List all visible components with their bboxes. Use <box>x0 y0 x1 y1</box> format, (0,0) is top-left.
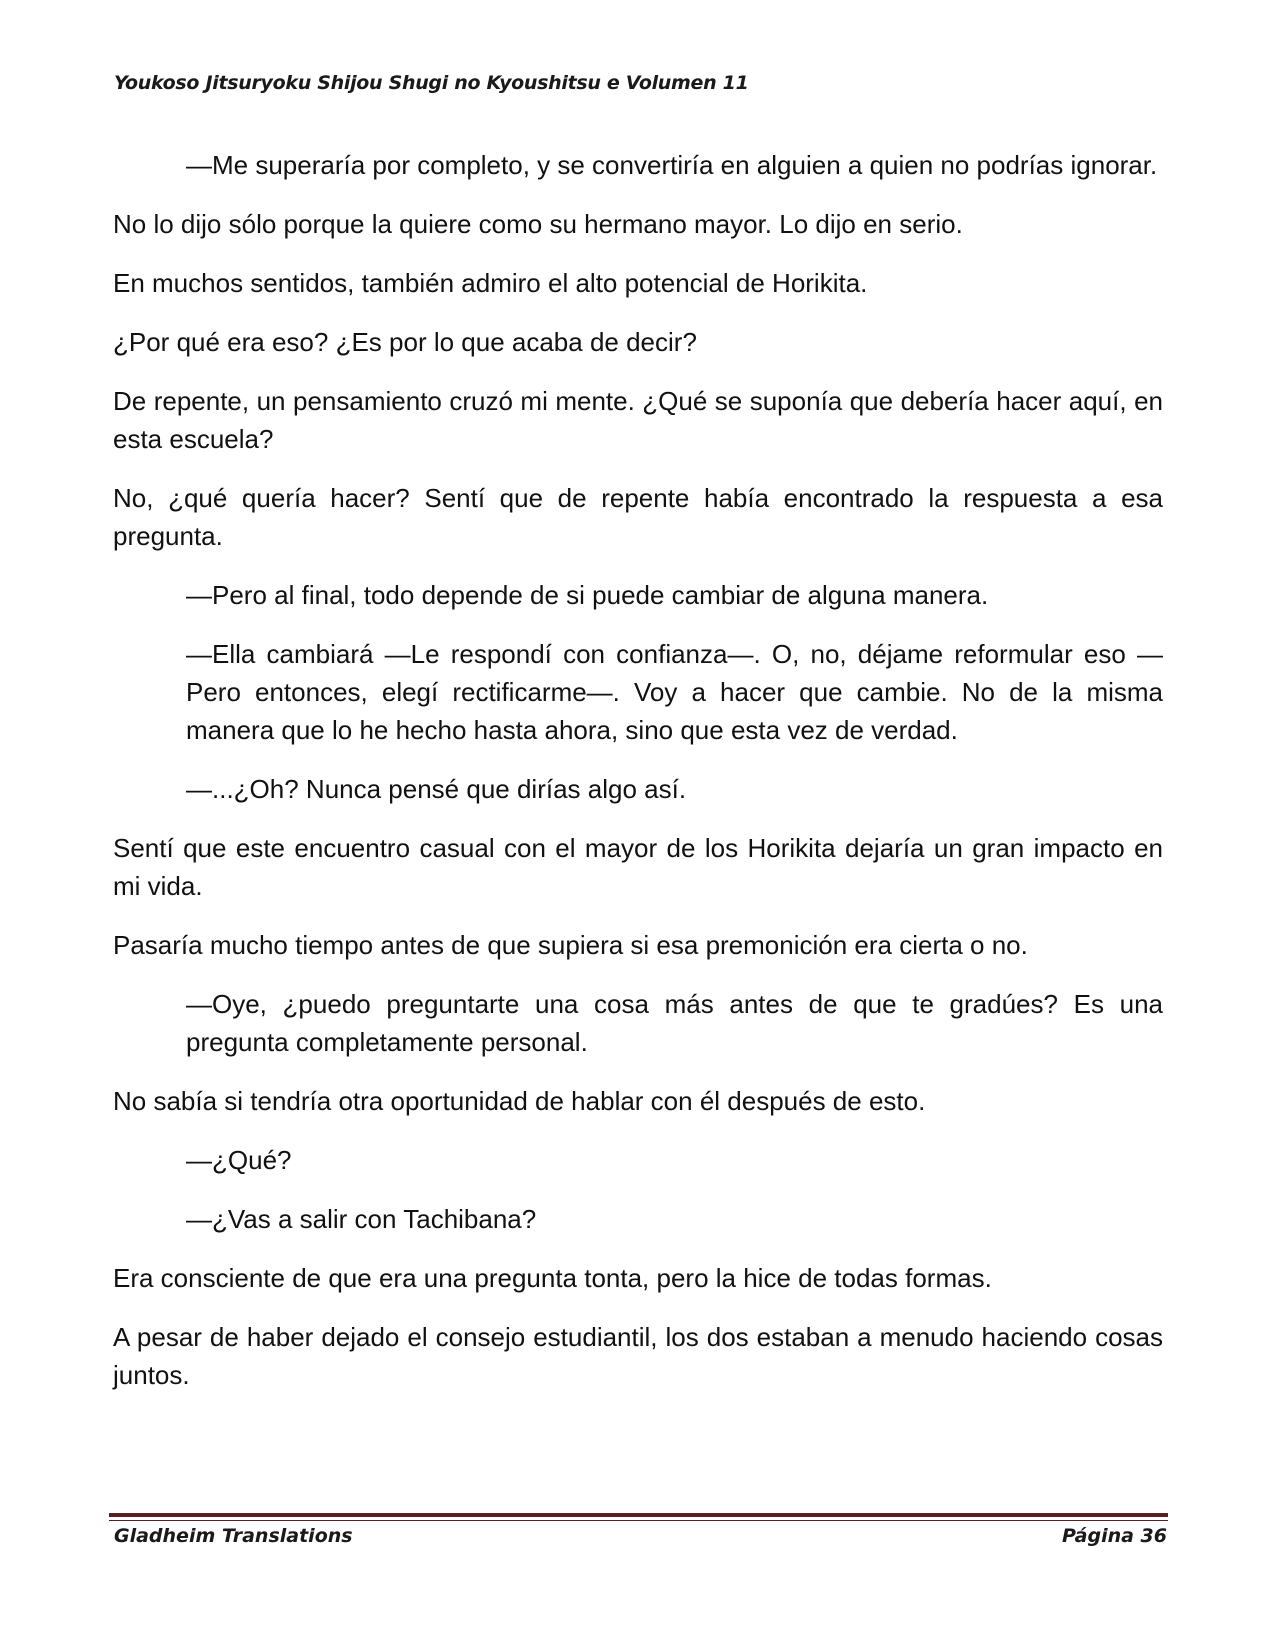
dialogue-paragraph: —Ella cambiará —Le respondí con confianza—. O, no, déjame reformular eso —Pero entonces, elegí rectificarme—. Voy a hacer que cambie. No de la misma manera que lo he hecho hasta ahora, sino que esta vez de verdad. <box>186 639 1163 745</box>
narration-paragraph: De repente, un pensamiento cruzó mi mente. ¿Qué se suponía que debería hacer aquí, en esta escuela? <box>113 386 1163 454</box>
footer-page-number: Página 36 <box>1061 1525 1167 1547</box>
dialogue-paragraph: —Pero al final, todo depende de si puede cambiar de alguna manera. <box>186 580 989 610</box>
dialogue-paragraph: —...¿Oh? Nunca pensé que dirías algo así. <box>186 774 687 804</box>
dialogue-paragraph: —Oye, ¿puedo preguntarte una cosa más antes de que te gradúes? Es una pregunta completamente personal. <box>186 989 1163 1057</box>
narration-paragraph: En muchos sentidos, también admiro el alto potencial de Horikita. <box>113 268 868 298</box>
page-header-title: Youkoso Jitsuryoku Shijou Shugi no Kyoushitsu e Volumen 11 <box>114 72 749 94</box>
narration-paragraph: No lo dijo sólo porque la quiere como su hermano mayor. Lo dijo en serio. <box>113 209 963 239</box>
narration-paragraph: A pesar de haber dejado el consejo estudiantil, los dos estaban a menudo haciendo cosas juntos. <box>113 1322 1163 1390</box>
narration-paragraph: Sentí que este encuentro casual con el mayor de los Horikita dejaría un gran impacto en mi vida. <box>113 833 1163 901</box>
page-body <box>113 146 1163 1415</box>
footer-divider-thin <box>109 1520 1168 1521</box>
narration-paragraph: ¿Por qué era eso? ¿Es por lo que acaba de decir? <box>113 327 697 357</box>
dialogue-paragraph: —¿Vas a salir con Tachibana? <box>186 1204 537 1234</box>
footer-divider-thick <box>109 1513 1168 1517</box>
dialogue-paragraph: —¿Qué? <box>186 1145 292 1175</box>
narration-paragraph: Era consciente de que era una pregunta tonta, pero la hice de todas formas. <box>113 1263 992 1293</box>
narration-paragraph: No, ¿qué quería hacer? Sentí que de repente había encontrado la respuesta a esa pregunta. <box>113 483 1163 551</box>
footer-translator-credit: Gladheim Translations <box>114 1525 353 1547</box>
narration-paragraph: No sabía si tendría otra oportunidad de hablar con él después de esto. <box>113 1086 926 1116</box>
dialogue-paragraph: —Me superaría por completo, y se convertiría en alguien a quien no podrías ignorar. <box>186 150 1158 180</box>
narration-paragraph: Pasaría mucho tiempo antes de que supiera si esa premonición era cierta o no. <box>113 930 1028 960</box>
